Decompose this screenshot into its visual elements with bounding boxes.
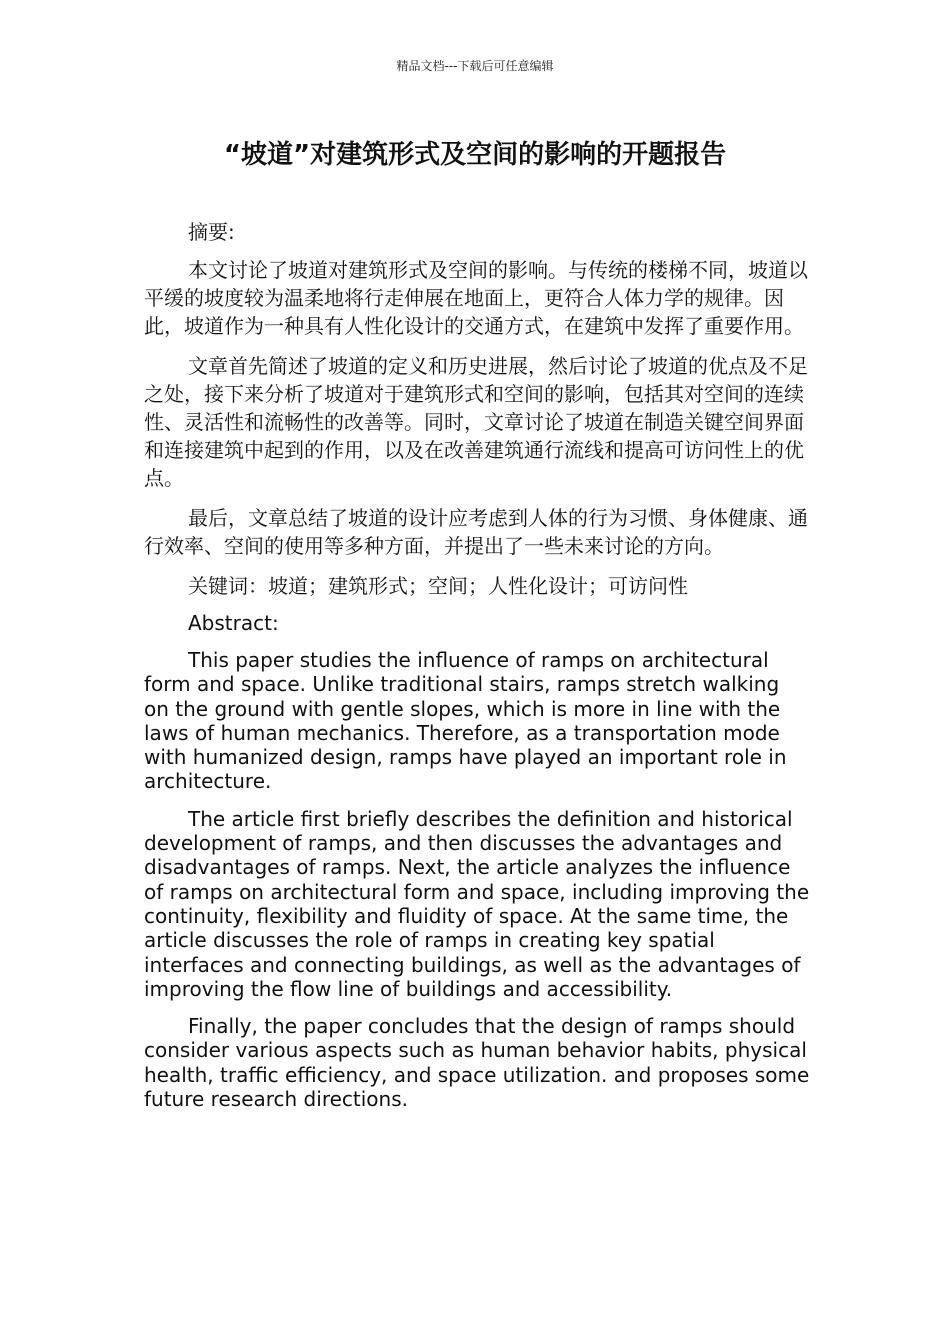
abstract-en-paragraph: Finally, the paper concludes that the design of ramps should consider various aspects such as human behavior habits, physical health, traffic efficiency, and space utilization. and proposes some future research directions.: [144, 1014, 810, 1112]
abstract-en-label: Abstract:: [188, 611, 279, 635]
keywords-line: 关键词：坡道；建筑形式；空间；人性化设计；可访问性: [188, 574, 688, 598]
header-note: 精品文档---下载后可任意编辑: [396, 59, 554, 73]
document-body: [144, 218, 810, 1124]
document-title: “坡道”对建筑形式及空间的影响的开题报告: [223, 140, 727, 170]
abstract-cn-paragraph: 本文讨论了坡道对建筑形式及空间的影响。与传统的楼梯不同，坡道以平缓的坡度较为温柔地将行走伸展在地面上，更符合人体力学的规律。因此，坡道作为一种具有人性化设计的交通方式，在建筑中发挥了重要作用。: [144, 258, 808, 338]
abstract-cn-paragraph: 文章首先简述了坡道的定义和历史进展，然后讨论了坡道的优点及不足之处，接下来分析了坡道对于建筑形式和空间的影响，包括其对空间的连续性、灵活性和流畅性的改善等。同时，文章讨论了坡道在制造关键空间界面和连接建筑中起到的作用，以及在改善建筑通行流线和提高可访问性上的优点。: [144, 354, 808, 490]
abstract-en-paragraph: This paper studies the influence of ramps on architectural form and space. Unlike traditional stairs, ramps stretch walking on the ground with gentle slopes, which is more in line with the laws of human mechanics. Therefore, as a transportation mode with humanized design, ramps have played an important role in architecture.: [144, 648, 787, 794]
abstract-cn-label: 摘要:: [188, 220, 235, 244]
abstract-en-paragraph: The article first briefly describes the definition and historical development of ramps, and then discusses the advantages and disadvantages of ramps. Next, the article analyzes the influence of ramps on architectural form and space, including improving the continuity, flexibility and fluidity of space. At the same time, the article discusses the role of ramps in creating key spatial interfaces and connecting buildings, as well as the advantages of improving the flow line of buildings and accessibility.: [144, 806, 810, 1001]
abstract-cn-paragraph: 最后，文章总结了坡道的设计应考虑到人体的行为习惯、身体健康、通行效率、空间的使用等多种方面，并提出了一些未来讨论的方向。: [144, 506, 808, 558]
